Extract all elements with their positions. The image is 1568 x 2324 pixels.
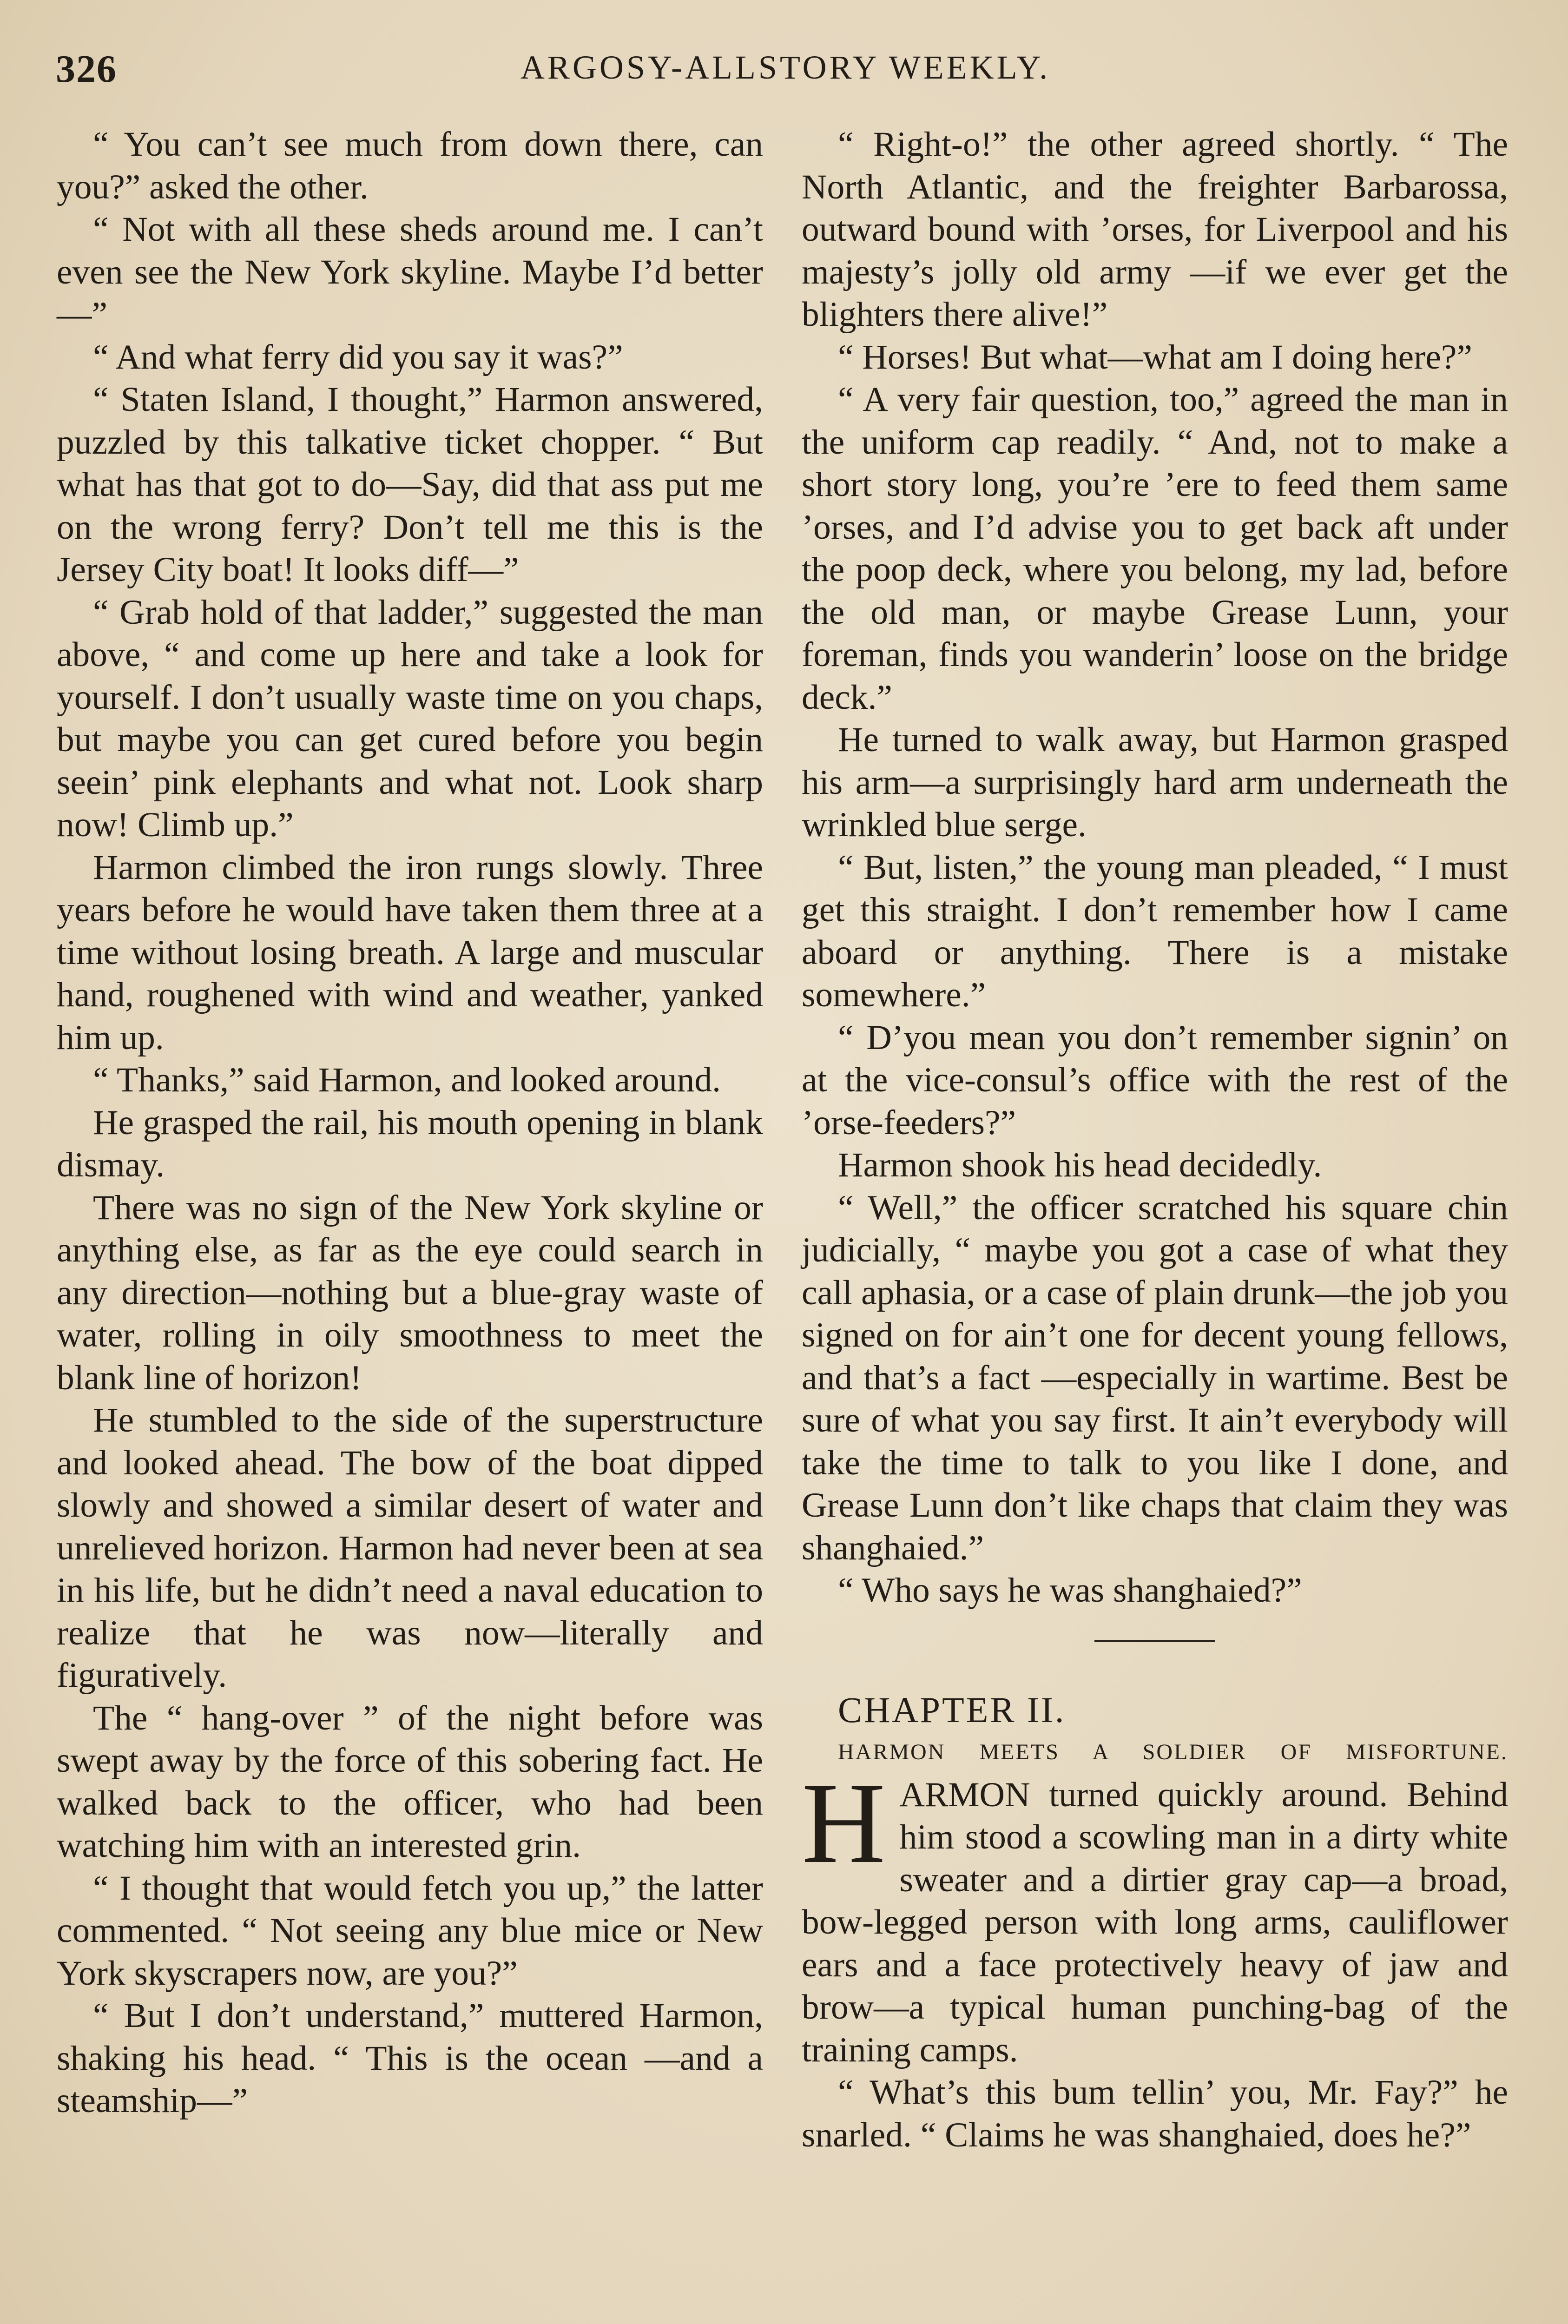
- paragraph: “ Who says he was shanghaied?”: [838, 1571, 1302, 1610]
- chapter-subtitle: HARMON MEETS A SOLDIER OF MISFORTUNE.: [838, 1740, 1508, 1764]
- right-column: [802, 123, 1508, 2156]
- paragraph: Harmon climbed the iron rungs slowly. Three years before he would have taken them three at a time without losing breath. A large and muscular hand, roughened with wind and weather, yanked him up.: [57, 848, 763, 1057]
- paragraph: “ D’you mean you don’t remember signin’ on at the vice-consul’s office with the rest of the ’orse-feeders?”: [802, 1018, 1508, 1142]
- chapter-divider: [1094, 1640, 1215, 1642]
- chapter-opening-paragraph: [802, 1758, 1508, 2072]
- paragraph: “ I thought that would fetch you up,” the latter commented. “ Not seeing any blue mice or New York skyscrapers now, are you?”: [57, 1868, 763, 1993]
- paragraph: The “ hang-over ” of the night before was swept away by the force of this sobering fact. He walked back to the officer, who had been watching him with an interested grin.: [57, 1698, 763, 1865]
- paragraph: Harmon shook his head decidedly.: [838, 1146, 1322, 1184]
- paragraph: “ But I don’t understand,” muttered Harmon, shaking his head. “ This is the ocean —and a steamship—”: [57, 1996, 763, 2120]
- left-column: [57, 123, 763, 2122]
- paragraph: “ What’s this bum tellin’ you, Mr. Fay?” he snarled. “ Claims he was shanghaied, does he?”: [802, 2073, 1508, 2154]
- paragraph: “ Not with all these sheds around me. I can’t even see the New York skyline. Maybe I’d better—”: [57, 210, 763, 334]
- paragraph: “ And what ferry did you say it was?”: [93, 337, 623, 376]
- opening-text: ARMON turned quickly around. Behind him stood a scowling man in a dirty white sweater and a dirtier gray cap—a broad, bow-legged person with long arms, cauliflower ears and a face protectively heavy of jaw and brow—a typical human punching-bag of the training camps.: [802, 1775, 1508, 2069]
- page-header: [56, 46, 1515, 98]
- chapter-title: CHAPTER II.: [838, 1689, 1066, 1730]
- drop-cap: H: [802, 1758, 886, 1888]
- paragraph: He turned to walk away, but Harmon grasped his arm—a surprisingly hard arm underneath the wrinkled blue serge.: [802, 720, 1508, 844]
- page-number: 326: [56, 47, 117, 91]
- paragraph: “ Staten Island, I thought,” Harmon answered, puzzled by this talkative ticket chopper. “ But what has that got to do—Say, did that ass put me on the wrong ferry? Don’t tell me this is the Jersey City boat! It looks diff—”: [57, 380, 763, 589]
- paragraph: “ A very fair question, too,” agreed the man in the uniform cap readily. “ And, not to make a short story long, you’re ’ere to feed them same ’orses, and I’d advise you to get back aft under the poop deck, where you belong, my lad, before the old man, or maybe Grease Lunn, your foreman, finds you wanderin’ loose on the bridge deck.”: [802, 380, 1508, 717]
- paragraph: He grasped the rail, his mouth opening in blank dismay.: [57, 1103, 763, 1184]
- paragraph: “ But, listen,” the young man pleaded, “ I must get this straight. I don’t remember how I came aboard or anything. There is a mistake somewhere.”: [802, 848, 1508, 1014]
- paragraph: “ Well,” the officer scratched his square chin judicially, “ maybe you got a case of what they call aphasia, or a case of plain drunk—the job you signed on for ain’t one for decent young fellows, and that’s a fact —especially in wartime. Best be sure of what you say first. It ain’t everybody will take the time to talk to you like I done, and Grease Lunn don’t like chaps that claim they was shanghaied.”: [802, 1188, 1508, 1567]
- paragraph: “ Thanks,” said Harmon, and looked around.: [93, 1061, 721, 1099]
- paragraph: “ You can’t see much from down there, can you?” asked the other.: [57, 125, 763, 206]
- paragraph: “ Grab hold of that ladder,” suggested the man above, “ and come up here and take a look for yourself. I don’t usually waste time on you chaps, but maybe you can get cured before you begin seein’ pink elephants and what not. Look sharp now! Climb up.”: [57, 593, 763, 844]
- paragraph: He stumbled to the side of the superstructure and looked ahead. The bow of the boat dipped slowly and showed a similar desert of water and unrelieved horizon. Harmon had never been at sea in his life, but he didn’t need a naval education to realize that he was now—literally and figuratively.: [57, 1401, 763, 1695]
- paragraph: “ Right-o!” the other agreed shortly. “ The North Atlantic, and the freighter Barbarossa, outward bound with ’orses, for Liverpool and his majesty’s jolly old army —if we ever get the blighters there alive!”: [802, 125, 1508, 334]
- paragraph: There was no sign of the New York skyline or anything else, as far as the eye could search in any direction—nothing but a blue-gray waste of water, rolling in oily smoothness to meet the blank line of horizon!: [57, 1188, 763, 1397]
- running-head: ARGOSY-ALLSTORY WEEKLY.: [520, 49, 1051, 86]
- paragraph: “ Horses! But what—what am I doing here?”: [838, 337, 1472, 376]
